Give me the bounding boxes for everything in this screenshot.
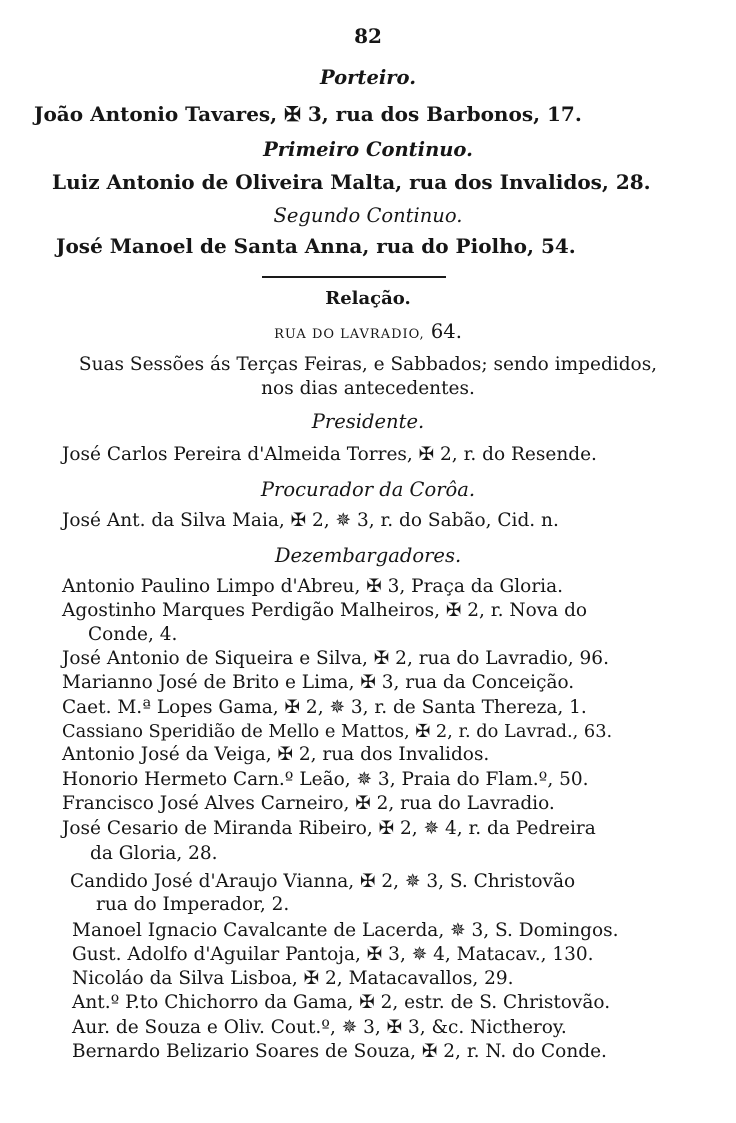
relacao-address-street: RUA DO LAVRADIO,	[274, 327, 425, 342]
relacao-address-number: 64.	[430, 320, 462, 343]
desembargador-line: José Antonio de Siqueira e Silva, ✠ 2, rua do Lavradio, 96.	[62, 648, 609, 669]
desembargador-line: Aur. de Souza e Oliv. Cout.º, ✵ 3, ✠ 3, &c. Nictheroy.	[72, 1017, 567, 1038]
relacao-address	[40, 322, 696, 342]
desembargador-line-continuation: rua do Imperador, 2.	[96, 894, 290, 915]
relacao-sessions-line-2: nos dias antecedentes.	[261, 378, 475, 399]
desembargador-line: Marianno José de Brito e Lima, ✠ 3, rua da Conceição.	[62, 672, 575, 693]
desembargador-line: Cassiano Speridião de Mello e Mattos, ✠ 2, r. do Lavrad., 63.	[62, 721, 613, 742]
entry-procurador: José Ant. da Silva Maia, ✠ 2, ✵ 3, r. do Sabão, Cid. n.	[62, 510, 559, 531]
desembargador-line-continuation: da Gloria, 28.	[90, 843, 218, 864]
desembargador-line-continuation: Conde, 4.	[88, 624, 178, 645]
entry-presidente: José Carlos Pereira d'Almeida Torres, ✠ 2, r. do Resende.	[62, 444, 597, 465]
entry-porteiro: João Antonio Tavares, ✠ 3, rua dos Barbonos, 17.	[34, 102, 582, 126]
desembargador-line: Antonio José da Veiga, ✠ 2, rua dos Invalidos.	[62, 744, 490, 765]
heading-segundo-continuo: Segundo Continuo.	[273, 204, 463, 227]
desembargador-line: Antonio Paulino Limpo d'Abreu, ✠ 3, Praça da Gloria.	[62, 576, 563, 597]
desembargador-line: Gust. Adolfo d'Aguilar Pantoja, ✠ 3, ✵ 4, Matacav., 130.	[72, 944, 594, 965]
section-divider	[262, 276, 446, 278]
desembargador-line: Manoel Ignacio Cavalcante de Lacerda, ✵ 3, S. Domingos.	[72, 920, 619, 941]
heading-presidente: Presidente.	[311, 410, 425, 433]
heading-primeiro-continuo: Primeiro Continuo.	[263, 138, 473, 161]
desembargador-line: Honorio Hermeto Carn.º Leão, ✵ 3, Praia do Flam.º, 50.	[62, 769, 589, 790]
desembargador-line: Francisco José Alves Carneiro, ✠ 2, rua do Lavradio.	[62, 793, 555, 814]
desembargador-line: Candido José d'Araujo Vianna, ✠ 2, ✵ 3, S. Christovão	[70, 871, 576, 892]
entry-segundo-continuo: José Manoel de Santa Anna, rua do Piolho, 54.	[56, 234, 576, 258]
heading-porteiro: Porteiro.	[320, 66, 416, 89]
desembargador-line: Caet. M.ª Lopes Gama, ✠ 2, ✵ 3, r. de Santa Thereza, 1.	[62, 697, 587, 718]
desembargador-line: Agostinho Marques Perdigão Malheiros, ✠ 2, r. Nova do	[62, 600, 588, 621]
relacao-sessions-line-1: Suas Sessões ás Terças Feiras, e Sabbados; sendo impedidos,	[78, 354, 658, 375]
heading-procurador: Procurador da Corôa.	[260, 478, 476, 501]
desembargador-line: Bernardo Belizario Soares de Souza, ✠ 2, r. N. do Conde.	[72, 1041, 607, 1062]
desembargador-line: José Cesario de Miranda Ribeiro, ✠ 2, ✵ 4, r. da Pedreira	[62, 818, 596, 839]
heading-relacao: Relação.	[325, 288, 411, 309]
page-number: 82	[354, 24, 382, 48]
desembargador-line: Nicoláo da Silva Lisboa, ✠ 2, Matacavallos, 29.	[72, 968, 514, 989]
entry-primeiro-continuo: Luiz Antonio de Oliveira Malta, rua dos Invalidos, 28.	[52, 170, 651, 194]
desembargador-line: Ant.º P.to Chichorro da Gama, ✠ 2, estr. de S. Christovão.	[72, 992, 611, 1013]
heading-desembargadores: Dezembargadores.	[274, 544, 462, 567]
